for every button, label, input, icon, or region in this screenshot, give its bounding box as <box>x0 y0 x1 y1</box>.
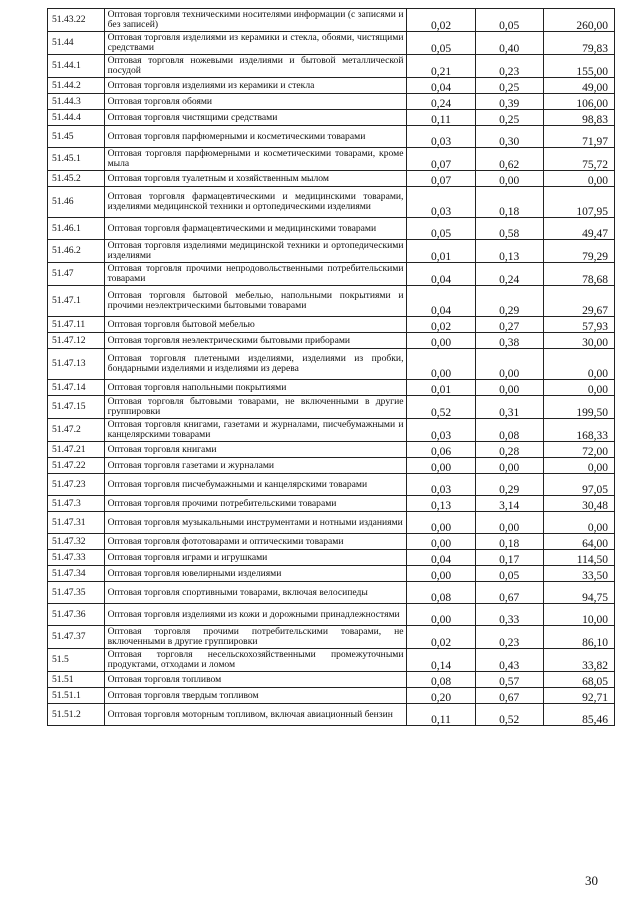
value-cell-1: 0,06 <box>407 442 475 458</box>
name-cell: Оптовая торговля изделиями из керамики и стекла <box>104 78 407 94</box>
table-row <box>48 604 615 626</box>
value-cell-1: 0,00 <box>407 604 475 626</box>
value-cell-2: 0,29 <box>475 286 543 317</box>
value-cell-3: 33,82 <box>543 649 614 672</box>
code-cell: 51.45.1 <box>48 148 105 171</box>
value-cell-2: 0,00 <box>475 171 543 187</box>
value-cell-1: 0,05 <box>407 32 475 55</box>
name-cell: Оптовая торговля бытовыми товарами, не включенными в другие группировки <box>104 396 407 419</box>
name-cell: Оптовая торговля бытовой мебелью, напольными покрытиями и прочими неэлектрическими бытовыми товарами <box>104 286 407 317</box>
code-cell: 51.47.11 <box>48 317 105 333</box>
code-cell: 51.5 <box>48 649 105 672</box>
name-cell: Оптовая торговля прочими потребительскими товарами, не включенными в другие группировки <box>104 626 407 649</box>
value-cell-3: 57,93 <box>543 317 614 333</box>
value-cell-2: 0,00 <box>475 458 543 474</box>
code-cell: 51.46 <box>48 187 105 218</box>
value-cell-3: 0,00 <box>543 458 614 474</box>
code-cell: 51.47.21 <box>48 442 105 458</box>
code-cell: 51.45.2 <box>48 171 105 187</box>
value-cell-1: 0,03 <box>407 419 475 442</box>
value-cell-1: 0,02 <box>407 317 475 333</box>
value-cell-1: 0,02 <box>407 9 475 32</box>
table-row <box>48 442 615 458</box>
value-cell-1: 0,00 <box>407 534 475 550</box>
value-cell-2: 0,43 <box>475 649 543 672</box>
value-cell-2: 0,00 <box>475 380 543 396</box>
code-cell: 51.44 <box>48 32 105 55</box>
value-cell-1: 0,20 <box>407 688 475 704</box>
table-row <box>48 171 615 187</box>
name-cell: Оптовая торговля туалетным и хозяйственным мылом <box>104 171 407 187</box>
value-cell-1: 0,13 <box>407 496 475 512</box>
value-cell-2: 0,33 <box>475 604 543 626</box>
value-cell-2: 0,25 <box>475 78 543 94</box>
value-cell-1: 0,01 <box>407 380 475 396</box>
value-cell-1: 0,11 <box>407 110 475 126</box>
value-cell-1: 0,02 <box>407 626 475 649</box>
value-cell-1: 0,00 <box>407 333 475 349</box>
value-cell-2: 0,23 <box>475 55 543 78</box>
name-cell: Оптовая торговля изделиями из керамики и стекла, обоями, чистящими средствами <box>104 32 407 55</box>
value-cell-2: 0,28 <box>475 442 543 458</box>
value-cell-1: 0,04 <box>407 263 475 286</box>
table-row <box>48 704 615 726</box>
table-row <box>48 263 615 286</box>
name-cell: Оптовая торговля фармацевтическими и медицинскими товарами, изделиями медицинской техники и ортопедическими изделиями <box>104 187 407 218</box>
value-cell-3: 64,00 <box>543 534 614 550</box>
code-cell: 51.47.36 <box>48 604 105 626</box>
value-cell-2: 0,67 <box>475 688 543 704</box>
name-cell: Оптовая торговля спортивными товарами, включая велосипеды <box>104 582 407 604</box>
name-cell: Оптовая торговля напольными покрытиями <box>104 380 407 396</box>
table-row <box>48 55 615 78</box>
table-row <box>48 688 615 704</box>
value-cell-3: 0,00 <box>543 512 614 534</box>
code-cell: 51.47.35 <box>48 582 105 604</box>
name-cell: Оптовая торговля бытовой мебелью <box>104 317 407 333</box>
code-cell: 51.47.14 <box>48 380 105 396</box>
value-cell-2: 0,39 <box>475 94 543 110</box>
code-cell: 51.47.3 <box>48 496 105 512</box>
value-cell-3: 260,00 <box>543 9 614 32</box>
value-cell-1: 0,04 <box>407 286 475 317</box>
value-cell-1: 0,00 <box>407 566 475 582</box>
name-cell: Оптовая торговля фототоварами и оптическими товарами <box>104 534 407 550</box>
table-row <box>48 9 615 32</box>
value-cell-1: 0,04 <box>407 550 475 566</box>
name-cell: Оптовая торговля техническими носителями информации (с записями и без записей) <box>104 9 407 32</box>
code-cell: 51.51.2 <box>48 704 105 726</box>
value-cell-2: 0,38 <box>475 333 543 349</box>
code-cell: 51.47.1 <box>48 286 105 317</box>
value-cell-2: 0,08 <box>475 419 543 442</box>
value-cell-2: 0,27 <box>475 317 543 333</box>
value-cell-2: 0,62 <box>475 148 543 171</box>
table-row <box>48 474 615 496</box>
table-row <box>48 126 615 148</box>
value-cell-1: 0,07 <box>407 171 475 187</box>
name-cell: Оптовая торговля играми и игрушками <box>104 550 407 566</box>
table-row <box>48 94 615 110</box>
page-number: 30 <box>585 873 598 888</box>
value-cell-3: 168,33 <box>543 419 614 442</box>
table-row <box>48 349 615 380</box>
table-row <box>48 419 615 442</box>
table-row <box>48 534 615 550</box>
value-cell-2: 0,67 <box>475 582 543 604</box>
table-row <box>48 333 615 349</box>
code-cell: 51.47.22 <box>48 458 105 474</box>
value-cell-3: 86,10 <box>543 626 614 649</box>
value-cell-3: 0,00 <box>543 171 614 187</box>
name-cell: Оптовая торговля плетеными изделиями, изделиями из пробки, бондарными изделиями и изделиями из дерева <box>104 349 407 380</box>
code-cell: 51.47.31 <box>48 512 105 534</box>
value-cell-1: 0,14 <box>407 649 475 672</box>
name-cell: Оптовая торговля книгами, газетами и журналами, писчебумажными и канцелярскими товарами <box>104 419 407 442</box>
value-cell-2: 3,14 <box>475 496 543 512</box>
name-cell: Оптовая торговля топливом <box>104 672 407 688</box>
okved-table <box>47 8 615 726</box>
value-cell-2: 0,18 <box>475 534 543 550</box>
value-cell-1: 0,08 <box>407 582 475 604</box>
value-cell-1: 0,05 <box>407 218 475 240</box>
table-row <box>48 218 615 240</box>
value-cell-1: 0,00 <box>407 512 475 534</box>
table-row <box>48 626 615 649</box>
name-cell: Оптовая торговля несельскохозяйственными промежуточными продуктами, отходами и ломом <box>104 649 407 672</box>
code-cell: 51.47.13 <box>48 349 105 380</box>
value-cell-1: 0,24 <box>407 94 475 110</box>
value-cell-3: 114,50 <box>543 550 614 566</box>
code-cell: 51.47.15 <box>48 396 105 419</box>
code-cell: 51.47.34 <box>48 566 105 582</box>
code-cell: 51.47.33 <box>48 550 105 566</box>
value-cell-3: 10,00 <box>543 604 614 626</box>
name-cell: Оптовая торговля неэлектрическими бытовыми приборами <box>104 333 407 349</box>
value-cell-2: 0,24 <box>475 263 543 286</box>
value-cell-3: 71,97 <box>543 126 614 148</box>
table-row <box>48 458 615 474</box>
code-cell: 51.44.2 <box>48 78 105 94</box>
table-row <box>48 566 615 582</box>
value-cell-3: 49,00 <box>543 78 614 94</box>
table-row <box>48 148 615 171</box>
name-cell: Оптовая торговля обоями <box>104 94 407 110</box>
value-cell-1: 0,11 <box>407 704 475 726</box>
code-cell: 51.51.1 <box>48 688 105 704</box>
table-body <box>48 9 615 726</box>
table-row <box>48 286 615 317</box>
code-cell: 51.47 <box>48 263 105 286</box>
table-row <box>48 582 615 604</box>
code-cell: 51.46.2 <box>48 240 105 263</box>
code-cell: 51.47.37 <box>48 626 105 649</box>
value-cell-3: 98,83 <box>543 110 614 126</box>
name-cell: Оптовая торговля прочими непродовольственными потребительскими товарами <box>104 263 407 286</box>
value-cell-3: 30,00 <box>543 333 614 349</box>
value-cell-1: 0,04 <box>407 78 475 94</box>
code-cell: 51.44.1 <box>48 55 105 78</box>
value-cell-3: 97,05 <box>543 474 614 496</box>
name-cell: Оптовая торговля ювелирными изделиями <box>104 566 407 582</box>
code-cell: 51.47.23 <box>48 474 105 496</box>
value-cell-3: 30,48 <box>543 496 614 512</box>
table-row <box>48 396 615 419</box>
value-cell-3: 72,00 <box>543 442 614 458</box>
code-cell: 51.47.2 <box>48 419 105 442</box>
code-cell: 51.47.32 <box>48 534 105 550</box>
value-cell-3: 29,67 <box>543 286 614 317</box>
value-cell-3: 79,83 <box>543 32 614 55</box>
table-row <box>48 550 615 566</box>
value-cell-3: 94,75 <box>543 582 614 604</box>
value-cell-3: 155,00 <box>543 55 614 78</box>
value-cell-1: 0,07 <box>407 148 475 171</box>
table-row <box>48 512 615 534</box>
value-cell-1: 0,03 <box>407 126 475 148</box>
name-cell: Оптовая торговля фармацевтическими и медицинскими товарами <box>104 218 407 240</box>
value-cell-2: 0,23 <box>475 626 543 649</box>
code-cell: 51.46.1 <box>48 218 105 240</box>
value-cell-3: 33,50 <box>543 566 614 582</box>
code-cell: 51.45 <box>48 126 105 148</box>
table-row <box>48 380 615 396</box>
name-cell: Оптовая торговля газетами и журналами <box>104 458 407 474</box>
name-cell: Оптовая торговля ножевыми изделиями и бытовой металлической посудой <box>104 55 407 78</box>
name-cell: Оптовая торговля прочими потребительскими товарами <box>104 496 407 512</box>
code-cell: 51.44.3 <box>48 94 105 110</box>
value-cell-3: 0,00 <box>543 349 614 380</box>
value-cell-1: 0,00 <box>407 349 475 380</box>
value-cell-2: 0,13 <box>475 240 543 263</box>
value-cell-2: 0,31 <box>475 396 543 419</box>
name-cell: Оптовая торговля парфюмерными и косметическими товарами, кроме мыла <box>104 148 407 171</box>
value-cell-2: 0,17 <box>475 550 543 566</box>
value-cell-2: 0,00 <box>475 512 543 534</box>
value-cell-3: 85,46 <box>543 704 614 726</box>
value-cell-3: 92,71 <box>543 688 614 704</box>
table-row <box>48 78 615 94</box>
value-cell-3: 78,68 <box>543 263 614 286</box>
name-cell: Оптовая торговля музыкальными инструментами и нотными изданиями <box>104 512 407 534</box>
value-cell-3: 79,29 <box>543 240 614 263</box>
value-cell-1: 0,00 <box>407 458 475 474</box>
table-row <box>48 672 615 688</box>
value-cell-2: 0,29 <box>475 474 543 496</box>
value-cell-3: 107,95 <box>543 187 614 218</box>
code-cell: 51.51 <box>48 672 105 688</box>
table-row <box>48 496 615 512</box>
name-cell: Оптовая торговля книгами <box>104 442 407 458</box>
value-cell-3: 75,72 <box>543 148 614 171</box>
code-cell: 51.43.22 <box>48 9 105 32</box>
table-row <box>48 240 615 263</box>
value-cell-3: 49,47 <box>543 218 614 240</box>
value-cell-2: 0,00 <box>475 349 543 380</box>
value-cell-1: 0,03 <box>407 187 475 218</box>
value-cell-1: 0,52 <box>407 396 475 419</box>
value-cell-1: 0,03 <box>407 474 475 496</box>
name-cell: Оптовая торговля изделиями медицинской техники и ортопедическими изделиями <box>104 240 407 263</box>
code-cell: 51.47.12 <box>48 333 105 349</box>
value-cell-2: 0,30 <box>475 126 543 148</box>
value-cell-2: 0,18 <box>475 187 543 218</box>
value-cell-2: 0,40 <box>475 32 543 55</box>
value-cell-2: 0,58 <box>475 218 543 240</box>
value-cell-3: 106,00 <box>543 94 614 110</box>
name-cell: Оптовая торговля твердым топливом <box>104 688 407 704</box>
name-cell: Оптовая торговля писчебумажными и канцелярскими товарами <box>104 474 407 496</box>
value-cell-3: 68,05 <box>543 672 614 688</box>
value-cell-2: 0,57 <box>475 672 543 688</box>
value-cell-3: 0,00 <box>543 380 614 396</box>
value-cell-1: 0,08 <box>407 672 475 688</box>
value-cell-3: 199,50 <box>543 396 614 419</box>
value-cell-2: 0,52 <box>475 704 543 726</box>
name-cell: Оптовая торговля моторным топливом, включая авиационный бензин <box>104 704 407 726</box>
value-cell-2: 0,25 <box>475 110 543 126</box>
code-cell: 51.44.4 <box>48 110 105 126</box>
name-cell: Оптовая торговля парфюмерными и косметическими товарами <box>104 126 407 148</box>
table-row <box>48 110 615 126</box>
table-row <box>48 32 615 55</box>
value-cell-2: 0,05 <box>475 566 543 582</box>
value-cell-1: 0,21 <box>407 55 475 78</box>
name-cell: Оптовая торговля изделиями из кожи и дорожными принадлежностями <box>104 604 407 626</box>
table-row <box>48 317 615 333</box>
name-cell: Оптовая торговля чистящими средствами <box>104 110 407 126</box>
table-row <box>48 187 615 218</box>
value-cell-1: 0,01 <box>407 240 475 263</box>
value-cell-2: 0,05 <box>475 9 543 32</box>
table-row <box>48 649 615 672</box>
